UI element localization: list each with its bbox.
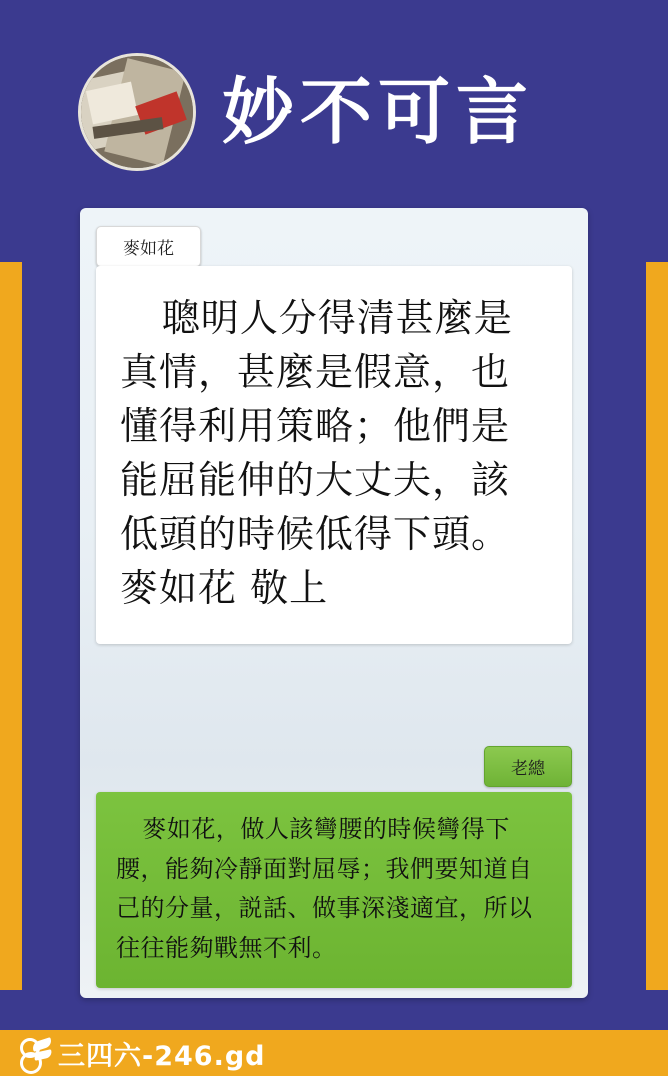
page-title: 妙不可言 xyxy=(222,70,535,154)
message-card xyxy=(80,208,588,998)
message-text-reply: 麥如花，做人該彎腰的時候彎得下腰，能夠冷靜面對屈辱；我們要知道自己的分量，説話、做事深淺適宜，所以往往能夠戰無不利。 xyxy=(116,815,533,962)
watermark-text: 三四六-246.gd xyxy=(58,1040,266,1072)
message-bubble-primary xyxy=(96,266,572,644)
message-text-primary: 聰明人分得清甚麼是真情，甚麼是假意，也懂得利用策略；他們是能屈能伸的大丈夫，該低頭的時候低得下頭。麥如花 敬上 xyxy=(120,296,513,610)
stamp-collage-icon xyxy=(78,53,196,171)
site-header xyxy=(0,42,668,182)
site-footer xyxy=(0,1030,668,1076)
sender-badge-reply: 老總 xyxy=(484,746,572,787)
message-bubble-reply xyxy=(96,792,572,988)
sanliuliu-leaf-icon xyxy=(18,1036,52,1070)
sender-badge-primary: 麥如花 xyxy=(96,226,201,267)
